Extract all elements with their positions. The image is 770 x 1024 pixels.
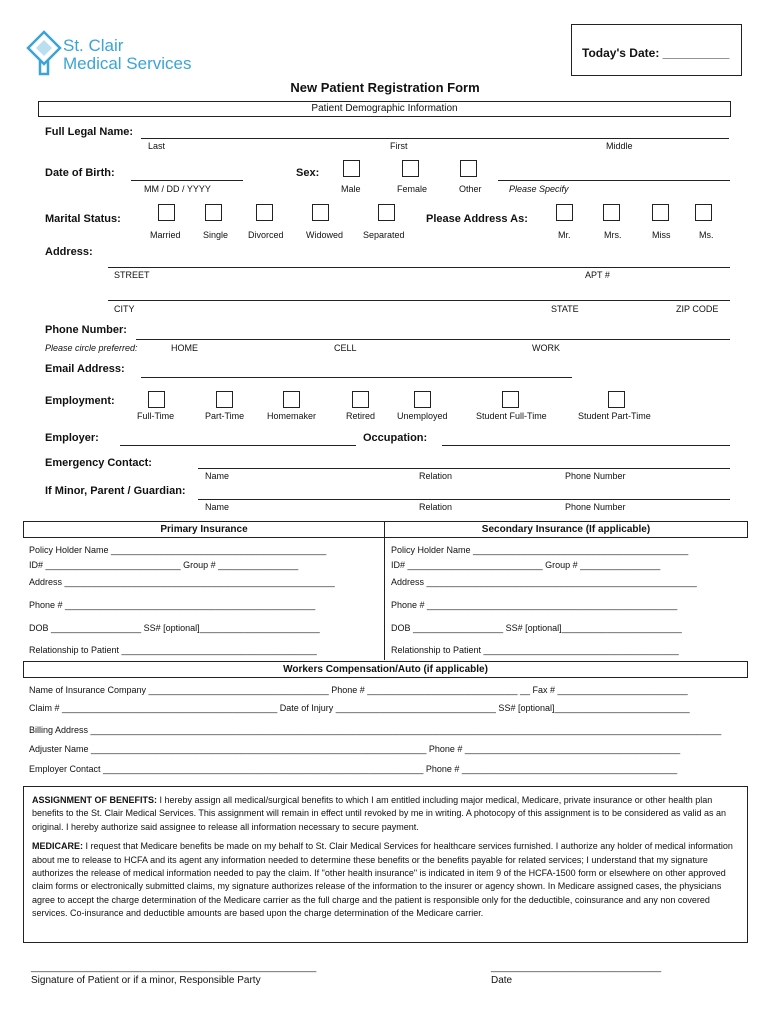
- employment-unemployed-checkbox[interactable]: [414, 391, 431, 408]
- guardian-label: If Minor, Parent / Guardian:: [45, 485, 186, 497]
- workers-comp-employer-row[interactable]: Employer Contact ________________________________________________________________ Phone # ___________________________________________: [29, 764, 678, 774]
- dob-format: MM / DD / YYYY: [144, 184, 211, 194]
- insurance-divider: [384, 538, 385, 660]
- name-part-last: Last: [148, 141, 166, 151]
- address-as-mrs-checkbox[interactable]: [603, 204, 620, 221]
- secondary-relationship-field[interactable]: Relationship to Patient _______________________________________: [391, 645, 679, 655]
- street-input[interactable]: [108, 267, 730, 268]
- marital-married-label: Married: [150, 230, 181, 240]
- todays-date-label: Today's Date: __________: [582, 46, 730, 60]
- primary-address-field[interactable]: Address ______________________________________________________: [29, 577, 335, 587]
- sex-label: Sex:: [296, 167, 320, 179]
- primary-phone-field[interactable]: Phone # __________________________________________________: [29, 600, 316, 610]
- emergency-relation-col: Relation: [419, 471, 453, 481]
- employment-retired-label: Retired: [346, 411, 376, 421]
- address-as-miss-checkbox[interactable]: [652, 204, 669, 221]
- full-name-input[interactable]: [141, 138, 729, 139]
- signature-label: Signature of Patient or if a minor, Responsible Party: [31, 975, 261, 986]
- employment-parttime-checkbox[interactable]: [216, 391, 233, 408]
- workers-comp-company-row[interactable]: Name of Insurance Company ____________________________________ Phone # ______________________________ __ Fax # __________________________: [29, 685, 688, 695]
- logo-mark-icon: [26, 30, 62, 76]
- marital-widowed-checkbox[interactable]: [312, 204, 329, 221]
- secondary-id-group-field[interactable]: ID# ___________________________ Group # ________________: [391, 560, 661, 570]
- emergency-name-col: Name: [205, 471, 230, 481]
- employment-student-fulltime-checkbox[interactable]: [502, 391, 519, 408]
- sex-male-checkbox[interactable]: [343, 160, 360, 177]
- workers-comp-header: [23, 661, 748, 678]
- workers-comp-billing-row[interactable]: Billing Address ______________________________________________________________________________________________________________________________: [29, 725, 722, 735]
- marital-widowed-label: Widowed: [306, 230, 344, 240]
- secondary-phone-field[interactable]: Phone # __________________________________________________: [391, 600, 678, 610]
- section-demographic-title: Patient Demographic Information: [311, 103, 458, 114]
- email-label: Email Address:: [45, 363, 125, 375]
- date-label: Date: [491, 975, 513, 986]
- secondary-address-field[interactable]: Address ______________________________________________________: [391, 577, 697, 587]
- employment-student-parttime-checkbox[interactable]: [608, 391, 625, 408]
- employment-retired-checkbox[interactable]: [352, 391, 369, 408]
- phone-input[interactable]: [136, 339, 730, 340]
- address-as-label: Please Address As:: [426, 213, 528, 225]
- address-as-mrs-label: Mrs.: [604, 230, 622, 240]
- todays-date-box[interactable]: [571, 24, 742, 76]
- secondary-insurance-header: [384, 521, 748, 538]
- sex-other-checkbox[interactable]: [460, 160, 477, 177]
- employment-student-fulltime-label: Student Full-Time: [476, 411, 547, 421]
- city-label: CITY: [114, 304, 135, 314]
- address-as-ms-label: Ms.: [699, 230, 714, 240]
- state-label: STATE: [551, 304, 579, 314]
- signature-line[interactable]: _________________________________________________________: [31, 962, 317, 972]
- emergency-phone-col: Phone Number: [565, 471, 626, 481]
- employment-parttime-label: Part-Time: [205, 411, 245, 421]
- guardian-input[interactable]: [198, 499, 730, 500]
- phone-work-option[interactable]: WORK: [532, 343, 560, 353]
- employment-homemaker-checkbox[interactable]: [283, 391, 300, 408]
- marital-divorced-checkbox[interactable]: [256, 204, 273, 221]
- secondary-policy-holder-field[interactable]: Policy Holder Name ___________________________________________: [391, 545, 689, 555]
- primary-insurance-header: [23, 521, 385, 538]
- primary-id-group-field[interactable]: ID# ___________________________ Group # ________________: [29, 560, 299, 570]
- primary-relationship-field[interactable]: Relationship to Patient _______________________________________: [29, 645, 317, 655]
- secondary-dob-ss-field[interactable]: DOB __________________ SS# [optional]________________________: [391, 623, 682, 633]
- workers-comp-title: Workers Compensation/Auto (if applicable): [283, 664, 488, 675]
- street-label: STREET: [114, 270, 150, 280]
- marital-status-label: Marital Status:: [45, 213, 121, 225]
- logo: [26, 30, 216, 80]
- address-as-miss-label: Miss: [652, 230, 671, 240]
- phone-home-option[interactable]: HOME: [171, 343, 198, 353]
- assignment-of-benefits: [32, 794, 739, 834]
- phone-cell-option[interactable]: CELL: [334, 343, 357, 353]
- form-title: New Patient Registration Form: [290, 80, 480, 95]
- address-as-mr-checkbox[interactable]: [556, 204, 573, 221]
- logo-line1: St. Clair: [63, 36, 124, 55]
- phone-hint: Please circle preferred:: [45, 343, 138, 353]
- marital-married-checkbox[interactable]: [158, 204, 175, 221]
- workers-comp-claim-row[interactable]: Claim # ___________________________________________ Date of Injury ________________________________ SS# [optional]___________________________: [29, 703, 690, 713]
- date-line[interactable]: __________________________________: [491, 962, 662, 972]
- employment-label: Employment:: [45, 395, 115, 407]
- occupation-label: Occupation:: [363, 432, 428, 444]
- primary-insurance-title: Primary Insurance: [160, 524, 248, 535]
- employment-fulltime-checkbox[interactable]: [148, 391, 165, 408]
- dob-label: Date of Birth:: [45, 167, 115, 179]
- marital-single-checkbox[interactable]: [205, 204, 222, 221]
- workers-comp-adjuster-row[interactable]: Adjuster Name ___________________________________________________________________ Phone # ___________________________________________: [29, 744, 681, 754]
- employment-unemployed-label: Unemployed: [397, 411, 448, 421]
- city-input[interactable]: [108, 300, 730, 301]
- full-legal-name-label: Full Legal Name:: [45, 126, 134, 138]
- emergency-contact-input[interactable]: [198, 468, 730, 469]
- employment-homemaker-label: Homemaker: [267, 411, 317, 421]
- address-label: Address:: [45, 246, 93, 258]
- please-specify-label: Please Specify: [509, 184, 569, 194]
- marital-single-label: Single: [203, 230, 229, 240]
- marital-divorced-label: Divorced: [248, 230, 284, 240]
- dob-input[interactable]: [131, 180, 243, 181]
- apt-label: APT #: [585, 270, 610, 280]
- medicare-statement: [32, 840, 739, 920]
- name-part-middle: Middle: [606, 141, 633, 151]
- name-part-first: First: [390, 141, 408, 151]
- sex-female-checkbox[interactable]: [402, 160, 419, 177]
- employment-fulltime-label: Full-Time: [137, 411, 175, 421]
- logo-line2: Medical Services: [63, 54, 192, 73]
- assignment-text: I hereby assign all medical/surgical benefits to which I am entitled including major medical, Medicare, private insurance or other health plan benefits to the St. Clair Medical Services. This assignment will remain in effect until revoked by me in writing. A photocopy of this assignment is to be considered as valid as an original. I hereby authorize said assignee to release all information necessary to secure payment.: [32, 795, 727, 832]
- medicare-text: I request that Medicare benefits be made on my behalf to St. Clair Medical Services for healthcare services furnished. I authorize any holder of medical information about me to release to HCFA and its agent any information needed to determine these benefits or the benefits payable for related services; I understand that my signature authorizes the release of medical information needed to pay the claim. If "other health insurance" is indicated in item 9 of the HCFA-1500 form or elsewhere on other approved claim forms or electronically submitted claims, my signature authorizes release of the information to the insurer or agency shown. In Medicare assigned cases, the physicians agree to accept the charge determination of the Medicare carrier as the full charge and the patient is responsible only for the deductible, coinsurance and any non covered services. Co-insurance and deductible amounts are based upon the charge determination of the Medicare carrier.: [32, 841, 733, 919]
- employer-input[interactable]: [120, 445, 356, 446]
- primary-policy-holder-field[interactable]: Policy Holder Name ___________________________________________: [29, 545, 327, 555]
- address-as-ms-checkbox[interactable]: [695, 204, 712, 221]
- phone-label: Phone Number:: [45, 324, 127, 336]
- occupation-input[interactable]: [442, 445, 730, 446]
- marital-separated-checkbox[interactable]: [378, 204, 395, 221]
- email-input[interactable]: [141, 377, 572, 378]
- zip-label: ZIP CODE: [676, 304, 719, 314]
- sex-specify-input[interactable]: [498, 180, 730, 181]
- guardian-name-col: Name: [205, 502, 230, 512]
- employer-label: Employer:: [45, 432, 99, 444]
- medicare-title: MEDICARE:: [32, 841, 83, 852]
- marital-separated-label: Separated: [363, 230, 405, 240]
- primary-dob-ss-field[interactable]: DOB __________________ SS# [optional]________________________: [29, 623, 320, 633]
- employment-student-parttime-label: Student Part-Time: [578, 411, 651, 421]
- secondary-insurance-title: Secondary Insurance (If applicable): [481, 524, 651, 535]
- legal-box: [23, 786, 748, 943]
- emergency-contact-label: Emergency Contact:: [45, 457, 152, 469]
- section-demographic-header: [38, 101, 731, 117]
- assignment-title: ASSIGNMENT OF BENEFITS:: [32, 795, 158, 805]
- guardian-relation-col: Relation: [419, 502, 453, 512]
- sex-male-label: Male: [341, 184, 361, 194]
- sex-other-label: Other: [459, 184, 482, 194]
- sex-female-label: Female: [397, 184, 428, 194]
- address-as-mr-label: Mr.: [558, 230, 571, 240]
- guardian-phone-col: Phone Number: [565, 502, 626, 512]
